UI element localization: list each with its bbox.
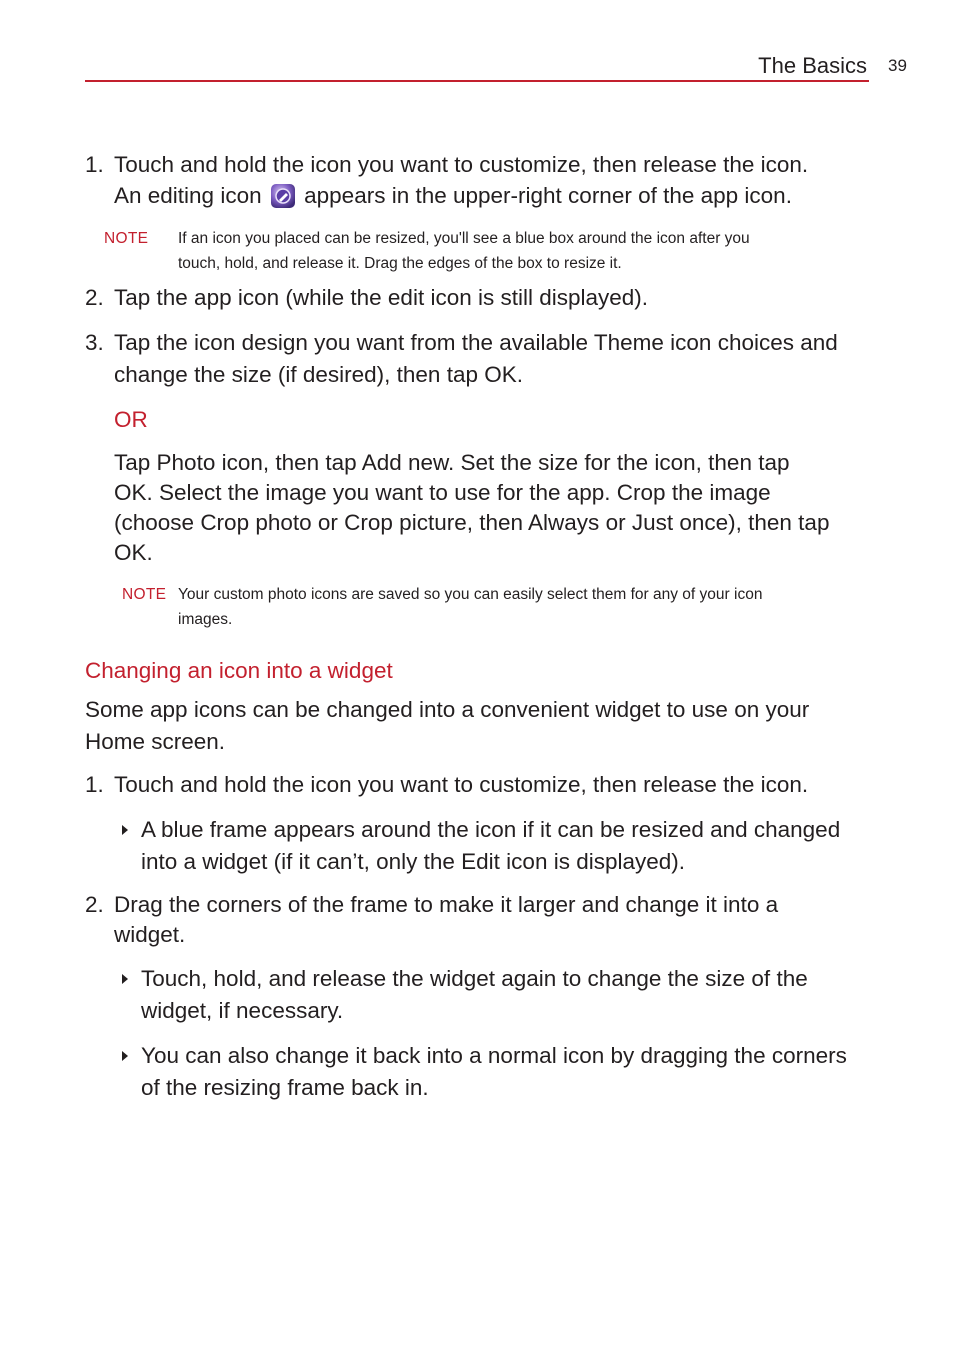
step-2-text: Tap the app icon (while the edit icon is still displayed). <box>114 285 649 310</box>
step-3-number: 3. <box>85 330 104 355</box>
or-label: OR <box>114 407 148 432</box>
step-3-line-1-end: choices and <box>711 330 838 355</box>
widget-step-2-bullet-1-line-2: widget, if necessary. <box>141 998 344 1023</box>
note-1-line-2: touch, hold, and release it. Drag the edges of the box to resize it. <box>178 255 622 272</box>
always-option: Always <box>528 510 600 535</box>
crop-picture-option: Crop picture <box>344 510 467 535</box>
alt-line-1-c: . Set the size for the icon, then tap <box>448 450 790 475</box>
crop-photo-option: Crop photo <box>200 510 312 535</box>
section-intro-line-1: Some app icons can be changed into a convenient widget to use on your <box>85 697 810 722</box>
alt-line-4 <box>114 538 153 568</box>
ok-option: OK <box>114 480 147 505</box>
step-3-line-2 <box>114 360 523 390</box>
just-once-option: Just once <box>631 510 729 535</box>
alt-line-1-a: Tap <box>114 450 157 475</box>
alt-line-1-b: , then tap <box>262 450 362 475</box>
step-3-line-1 <box>114 328 838 358</box>
alt-line-2 <box>114 478 771 508</box>
step-3-line-2-end: . <box>516 362 523 387</box>
bullet-arrow-icon <box>122 825 128 835</box>
note-1-line-1: If an icon you placed can be resized, you'll see a blue box around the icon after you <box>178 230 750 247</box>
widget-step-2-line-1: Drag the corners of the frame to make it larger and change it into a <box>114 892 779 917</box>
note-2-line-1: Your custom photo icons are saved so you can easily select them for any of your icon <box>178 586 763 603</box>
widget-step-1-bullet-line-1: A blue frame appears around the icon if it can be resized and changed <box>141 817 841 842</box>
widget-step-1-text: Touch and hold the icon you want to customize, then release the icon. <box>114 772 809 797</box>
step-3-line-1-start: Tap the icon design you want from the available <box>114 330 594 355</box>
ok-option: OK <box>484 362 517 387</box>
step-1-number: 1. <box>85 152 104 177</box>
alt-line-2-a: . Select the image you want to use for the app. Crop the image <box>146 480 771 505</box>
alt-line-3-b: or <box>311 510 345 535</box>
alt-line-3-a: (choose <box>114 510 201 535</box>
bullet-arrow-icon <box>122 1051 128 1061</box>
theme-icon-option: Theme icon <box>593 330 712 355</box>
add-new-option: Add new <box>361 450 449 475</box>
alt-line-3-e: ), then tap <box>728 510 830 535</box>
widget-step-1-number: 1. <box>85 772 104 797</box>
step-1-line-2-start: An editing icon <box>114 183 262 208</box>
step-1-line-1: Touch and hold the icon you want to customize, then release the icon. <box>114 152 809 177</box>
note-2-label: NOTE <box>122 586 167 603</box>
widget-step-2-bullet-2-line-1: You can also change it back into a normal icon by dragging the corners <box>141 1043 847 1068</box>
widget-step-2-line-2: widget. <box>114 922 186 947</box>
section-heading: Changing an icon into a widget <box>85 658 393 683</box>
header-divider <box>85 80 869 82</box>
alt-line-3-c: , then <box>466 510 529 535</box>
page-number: 39 <box>888 56 907 75</box>
note-1-label: NOTE <box>104 230 149 247</box>
section-intro-line-2: Home screen. <box>85 729 226 754</box>
header-section-title: The Basics <box>758 53 867 78</box>
step-2-number: 2. <box>85 285 104 310</box>
bullet-arrow-icon <box>122 974 128 984</box>
step-1-line-2-end: appears in the upper-right corner of the app icon. <box>304 183 792 208</box>
step-3-line-2-start: change the size (if desired), then tap <box>114 362 485 387</box>
edit-icon <box>270 183 296 209</box>
alt-line-3-d: or <box>599 510 632 535</box>
widget-step-2-bullet-1-line-1: Touch, hold, and release the widget again to change the size of the <box>141 966 808 991</box>
photo-icon-option: Photo icon <box>156 450 263 475</box>
widget-step-2-bullet-2-line-2: of the resizing frame back in. <box>141 1075 429 1100</box>
widget-step-2-number: 2. <box>85 892 104 917</box>
alt-line-4-end: . <box>146 540 153 565</box>
widget-step-1-bullet-line-2: into a widget (if it can’t, only the Edit icon is displayed). <box>141 849 686 874</box>
step-1-line-2 <box>114 181 792 211</box>
note-2-line-2: images. <box>178 611 233 628</box>
ok-option: OK <box>114 540 147 565</box>
alt-line-3 <box>114 508 829 538</box>
alt-line-1 <box>114 448 790 478</box>
